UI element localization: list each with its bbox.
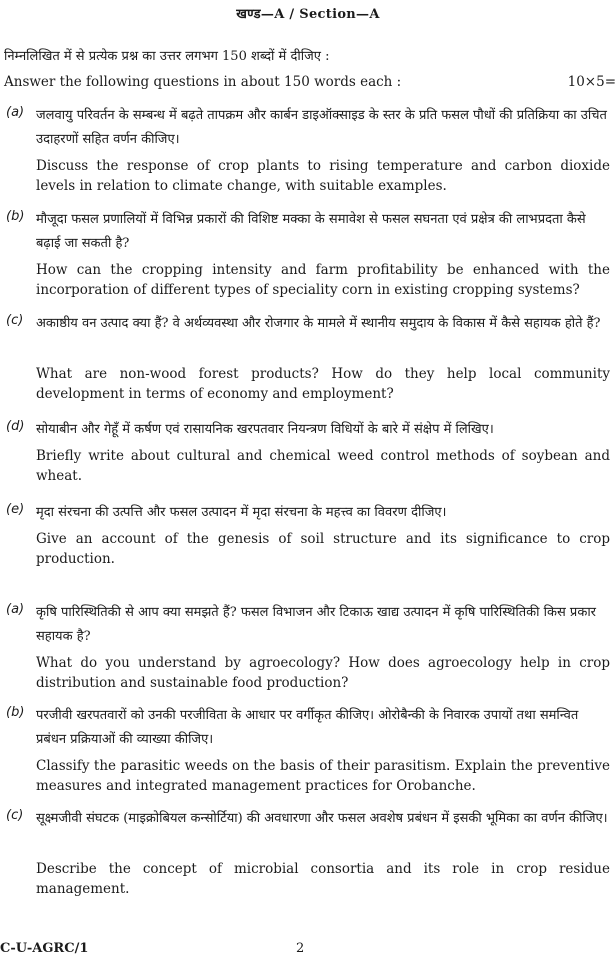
question-label: (b) <box>6 209 25 224</box>
page-number: 2 <box>296 941 305 956</box>
question-text-hindi: मृदा संरचना की उत्पत्ति और फसल उत्पादन में मृदा संरचना के महत्त्व का विवरण दीजिए। <box>36 505 447 520</box>
question-text-english: What do you understand by agroecology? How does agroecology help in crop distribution and sustainable food production? <box>36 655 610 691</box>
question-label: (a) <box>6 105 25 120</box>
section-heading: खण्ड—A / Section—A <box>236 7 380 22</box>
paper-code: C-U-AGRC/1 <box>0 941 89 956</box>
question-label: (a) <box>6 602 25 617</box>
question-label: (d) <box>6 419 25 434</box>
question-text-english: Give an account of the genesis of soil structure and its significance to crop production. <box>36 531 610 567</box>
question-text-hindi: जलवायु परिवर्तन के सम्बन्ध में बढ़ते तापक्रम और कार्बन डाइऑक्साइड के स्तर के प्रति फसल पौधों की प्रतिक्रिया का उचित उदाहरणों सहित वर्णन कीजिए। <box>36 108 607 147</box>
question-text-english: What are non-wood forest products? How do they help local community development in terms of economy and employment? <box>36 366 610 402</box>
marks-allocation: 10×5= <box>567 74 616 90</box>
question-text-hindi: अकाष्ठीय वन उत्पाद क्या हैं? वे अर्थव्यवस्था और रोजगार के मामले में स्थानीय समुदाय के विकास में कैसे सहायक होते हैं? <box>36 316 601 331</box>
instruction-hindi: निम्नलिखित में से प्रत्येक प्रश्न का उत्तर लगभग 150 शब्दों में दीजिए : <box>4 49 330 64</box>
question-text-english: Discuss the response of crop plants to rising temperature and carbon dioxide levels in relation to climate change, with suitable examples. <box>36 158 610 194</box>
question-text-english: Classify the parasitic weeds on the basis of their parasitism. Explain the preventive measures and integrated management practices for Orobanche. <box>36 758 610 794</box>
question-text-hindi: कृषि पारिस्थितिकी से आप क्या समझते हैं? फसल विभाजन और टिकाऊ खाद्य उत्पादन में कृषि पारिस्थितिकी किस प्रकार सहायक है? <box>36 605 597 644</box>
question-text-english: How can the cropping intensity and farm profitability be enhanced with the incorporation of different types of speciality corn in existing cropping systems? <box>36 262 610 298</box>
question-label: (c) <box>6 313 24 328</box>
question-text-english: Briefly write about cultural and chemical weed control methods of soybean and wheat. <box>36 448 610 484</box>
question-text-hindi: सोयाबीन और गेहूँ में कर्षण एवं रासायनिक खरपतवार नियन्त्रण विधियों के बारे में संक्षेप में लिखिए। <box>36 422 494 437</box>
question-text-hindi: मौजूदा फसल प्रणालियों में विभिन्न प्रकारों की विशिष्ट मक्का के समावेश से फसल सघनता एवं प्रक्षेत्र की लाभप्रदता कैसे बढ़ाई जा सकती है? <box>36 212 586 251</box>
question-label: (e) <box>6 502 25 517</box>
question-label: (b) <box>6 705 25 720</box>
question-text-hindi: सूक्ष्मजीवी संघटक (माइक्रोबियल कन्सोर्टिया) की अवधारणा और फसल अवशेष प्रबंधन में इसकी भूमिका का वर्णन कीजिए। <box>36 811 608 826</box>
question-text-hindi: परजीवी खरपतवारों को उनकी परजीविता के आधार पर वर्गीकृत कीजिए। ओरोबैन्की के निवारक उपायों तथा समन्वित प्रबंधन प्रक्रियाओं की व्याख्या कीजिए। <box>36 708 579 747</box>
question-label: (c) <box>6 808 24 823</box>
instruction-english: Answer the following questions in about 150 words each : <box>4 74 402 90</box>
question-text-english: Describe the concept of microbial consortia and its role in crop residue management. <box>36 861 610 897</box>
